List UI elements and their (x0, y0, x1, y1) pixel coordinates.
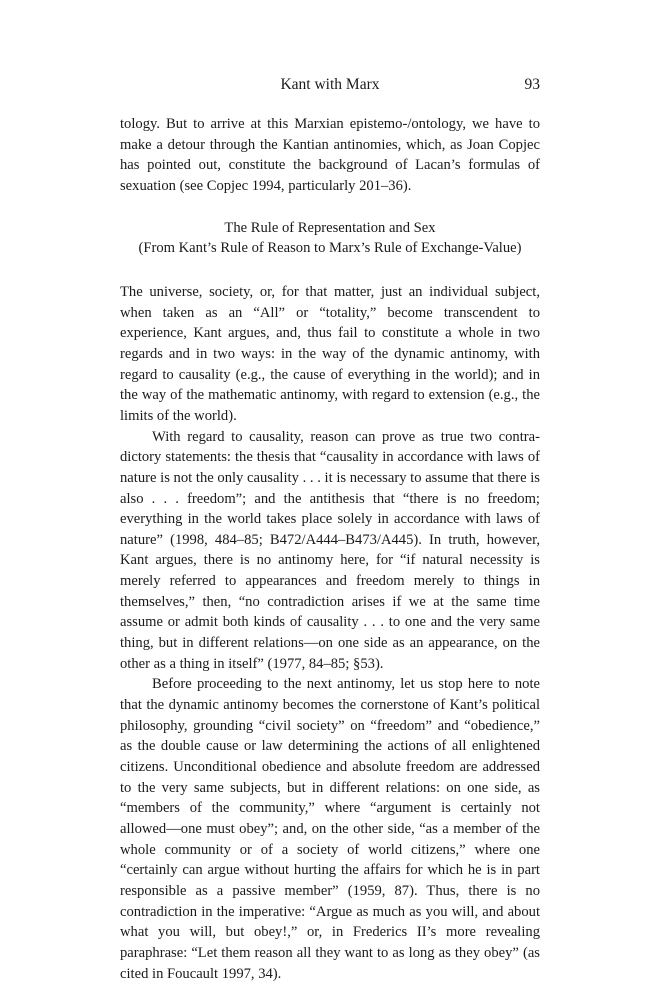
paragraph: The universe, society, or, for that matter, just an individual subject, when taken as an “All” or “totality,” become transcendent to experience, Kant argues, and, thus fail to constitute a whole in two regards and in two ways: in the way of the dynamic antinomy, with regard to causality (e.g., the cause of everything in the world); and in the way of the mathematic antinomy, with regard to extension (e.g., the limits of the world). (120, 283, 540, 424)
section-heading (120, 218, 540, 259)
body-text (120, 114, 540, 984)
running-head (120, 76, 540, 98)
page-number: 93 (524, 76, 540, 93)
section-subtitle: (From Kant’s Rule of Reason to Marx’s Rule of Exchange-Value) (138, 240, 522, 257)
paragraph: With regard to causality, reason can prove as true two contradictory statements: the thesis that “causality in accordance with laws of nature is not the only causality . . . it is necessary to assume that there is also . . . freedom”; and the antithesis that “there is no freedom; everything in the world takes place solely in accordance with laws of nature” (1998, 484–85; B472/A444–B473/A445). In truth, however, Kant argues, there is no antinomy here, for “if natural necessity is merely referred to appearances and freedom merely to things in themselves,” then, “no contradiction arises if we at the same time assume or admit both kinds of causality . . . to one and the very same thing, but in different relations—on one side as an appearance, on the other as a thing in itself” (1977, 84–85; §53). (120, 428, 540, 672)
section-title: The Rule of Representation and Sex (224, 219, 436, 236)
paragraph-continued: tology. But to arrive at this Marxian epistemo-/ontology, we have to make a detour through the Kantian antinomies, which, as Joan Copjec has pointed out, constitute the background of Lacan’s formulas of sexuation (see Copjec 1994, particularly 201–36). (120, 116, 540, 194)
running-title: Kant with Marx (280, 76, 380, 93)
paragraph: Before proceeding to the next antinomy, let us stop here to note that the dynamic antinomy becomes the cornerstone of Kant’s political philosophy, grounding “civil society” on “freedom” and “obedience,” as the double cause or law determining the actions of all enlightened citizens. Unconditional obedience and absolute freedom are addressed to the very same subjects, but in different relations: on one side, as “members of the community,” where “argument is certainly not allowed—one must obey”; and, on the other side, “as a member of the whole community or of a society of world citizens,” where one “certainly can argue without hurting the affairs for which he is in part responsible as a passive member” (1959, 87). Thus, there is no contradiction in the imperative: “Argue as much as you will, and about what you will, but obey!,” or, in Frederics II’s more revealing paraphrase: “Let them reason all they want to as long as they obey” (as cited in Foucault 1997, 34). (120, 676, 540, 982)
